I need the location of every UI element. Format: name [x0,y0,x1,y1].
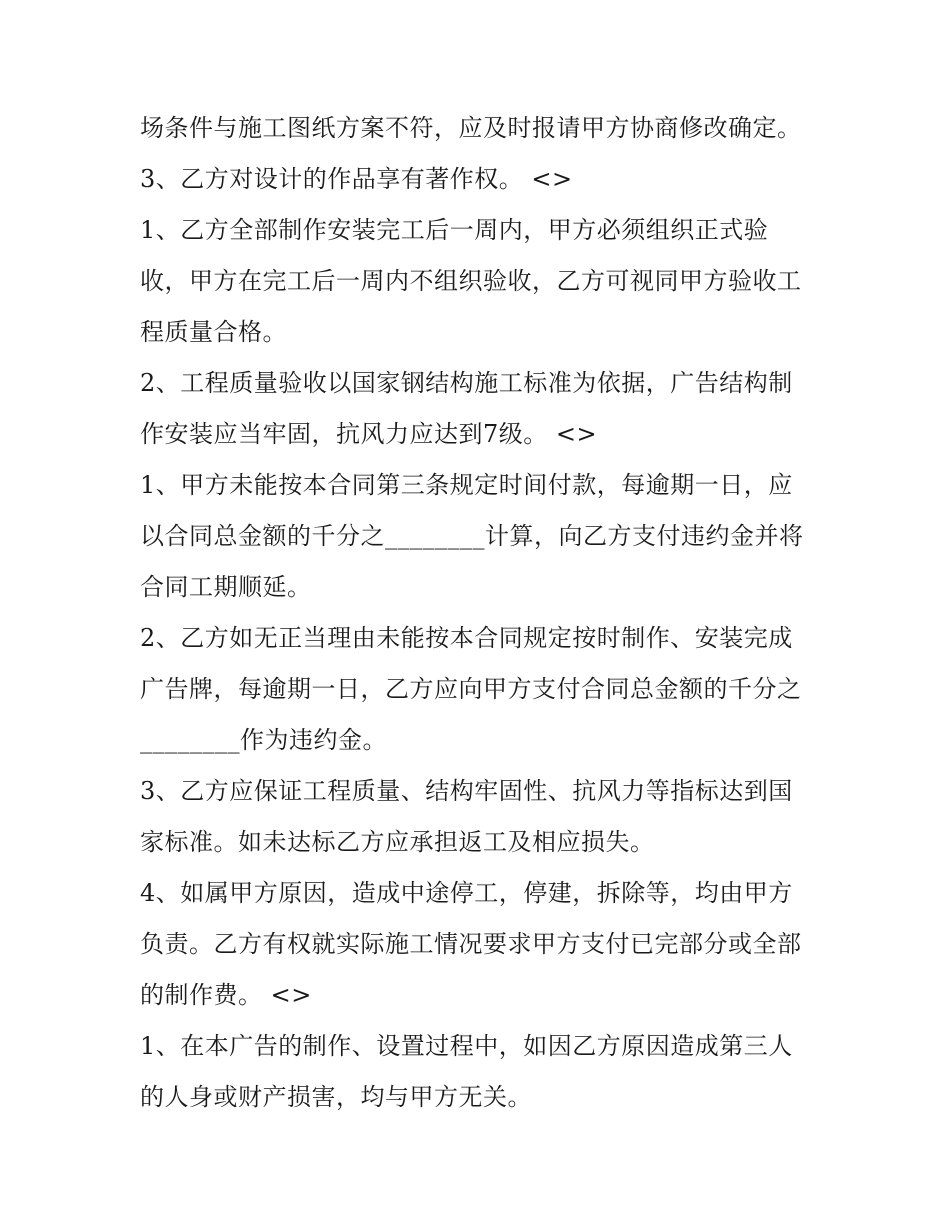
text-line: 4、如属甲方原因，造成中途停工，停建，拆除等，均由甲方 [140,879,793,907]
text-line: 作安装应当牢固，抗风力应达到7级。 <> [140,420,598,448]
text-line: 以合同总金额的千分之________计算，向乙方支付违约金并将 [140,522,804,550]
text-line: 场条件与施工图纸方案不符，应及时报请甲方协商修改确定。 [140,114,802,142]
text-line: 2、工程质量验收以国家钢结构施工标准为依据，广告结构制 [140,369,793,397]
text-line: 负责。乙方有权就实际施工情况要求甲方支付已完部分或全部 [140,930,802,958]
text-line: 3、乙方对设计的作品享有著作权。 <> [140,165,573,193]
text-line: 程质量合格。 [140,318,287,346]
text-line: 合同工期顺延。 [140,573,312,601]
text-line: 1、甲方未能按本合同第三条规定时间付款，每逾期一日，应 [140,471,793,499]
text-line: 1、乙方全部制作安装完工后一周内，甲方必须组织正式验 [140,216,769,244]
text-line: 2、乙方如无正当理由未能按本合同规定按时制作、安装完成 [140,624,793,652]
text-line: 的制作费。 <> [140,981,312,1009]
document-body [140,103,830,1123]
text-line: 广告牌，每逾期一日，乙方应向甲方支付合同总金额的千分之 [140,675,802,703]
text-line: 收，甲方在完工后一周内不组织验收，乙方可视同甲方验收工 [140,267,802,295]
text-line: 3、乙方应保证工程质量、结构牢固性、抗风力等指标达到国 [140,777,793,805]
text-line: 1、在本广告的制作、设置过程中，如因乙方原因造成第三人 [140,1032,793,1060]
text-line: 的人身或财产损害，均与甲方无关。 [140,1083,532,1111]
text-line: ________作为违约金。 [140,726,387,754]
text-line: 家标准。如未达标乙方应承担返工及相应损失。 [140,828,655,856]
